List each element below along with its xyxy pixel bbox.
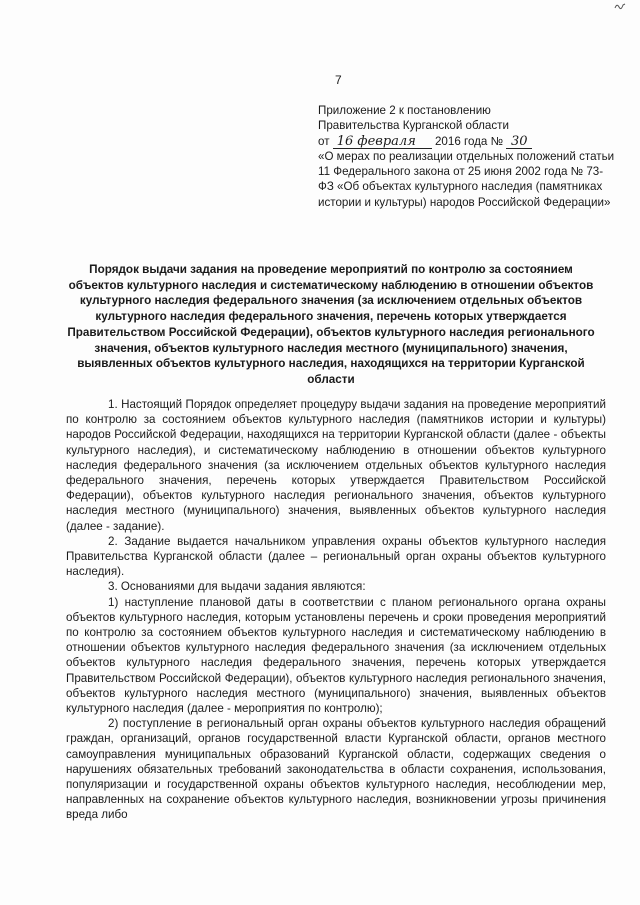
appendix-title: Приложение 2 к постановлению bbox=[318, 104, 491, 117]
document-body bbox=[66, 397, 606, 823]
paragraph: 1) наступление плановой даты в соответствии с планом регионального органа охраны объектов культурного наследия, которым установлены перечень и сроки проведения мероприятий по контролю за состоянием объектов культурного наследия и систематическому наблюдению в отношении объектов культурного наследия федерального значения (за исключением отдельных объектов культурного наследия федерального значения, перечень которых утверждается Правительством Российской Федерации), объектов культурного наследия регионального значения, объектов культурного наследия местного (муниципального) значения, выявленных объектов культурного наследия (далее - мероприятия по контролю); bbox=[66, 595, 606, 716]
year-label: 2016 года № bbox=[434, 134, 504, 148]
handwritten-number: 30 bbox=[506, 135, 532, 149]
appendix-issuer: Правительства Курганской области bbox=[318, 119, 509, 133]
paragraph: 3. Основаниями для выдачи задания являются: bbox=[108, 580, 366, 594]
from-label: от bbox=[318, 134, 330, 148]
handwritten-date: 16 февраля bbox=[333, 135, 432, 149]
scan-mark-icon bbox=[614, 2, 626, 11]
appendix-header bbox=[318, 103, 618, 210]
paragraph: 2. Задание выдается начальником управления охраны объектов культурного наследия Правительства Курганской области (далее – региональный орган охраны объектов культурного наследия). bbox=[66, 534, 606, 579]
appendix-subject: «О мерах по реализации отдельных положений статьи 11 Федерального закона от 25 июня 2002 года № 73-ФЗ «Об объектах культурного наследия (памятниках истории и культуры) народов Российской Федерации» bbox=[318, 149, 615, 209]
page-number: 7 bbox=[335, 73, 342, 87]
document-title: Порядок выдачи задания на проведение мероприятий по контролю за состоянием объектов культурного наследия и систематическому наблюдению в отношении объектов культурного наследия федерального значения (за исключением отдельных объектов культурного наследия федерального значения, перечень которых утверждается Правительством Российской Федерации), объектов культурного наследия регионального значения, объектов культурного наследия местного (муниципального) значения, выявленных объектов культурного наследия, находящихся на территории Курганской области bbox=[67, 263, 595, 386]
paragraph: 1. Настоящий Порядок определяет процедуру выдачи задания на проведение мероприятий по контролю за состоянием объектов культурного наследия (памятников истории и культуры) народов Российской Федерации, находящихся на территории Курганской области (далее - объекты культурного наследия), и систематическому наблюдению в отношении объектов культурного наследия федерального значения (за исключением отдельных объектов культурного наследия федерального значения, перечень которых утверждается Правительством Российской Федерации), объектов культурного наследия регионального значения, объектов культурного наследия местного (муниципального) значения, выявленных объектов культурного наследия (далее - задание). bbox=[66, 398, 606, 533]
appendix-date-line bbox=[318, 134, 618, 149]
paragraph: 2) поступление в региональный орган охраны объектов культурного наследия обращений граждан, организаций, органов государственной власти Курганской области, органов местного самоуправления муниципальных образований Курганской области, содержащих сведения о нарушениях обязательных требований законодательства в области сохранения, использования, популяризации и государственной охраны объектов культурного наследия, несоблюдении мер, направленных на сохранение объектов культурного наследия, возникновении угрозы причинения вреда либо bbox=[66, 717, 606, 822]
